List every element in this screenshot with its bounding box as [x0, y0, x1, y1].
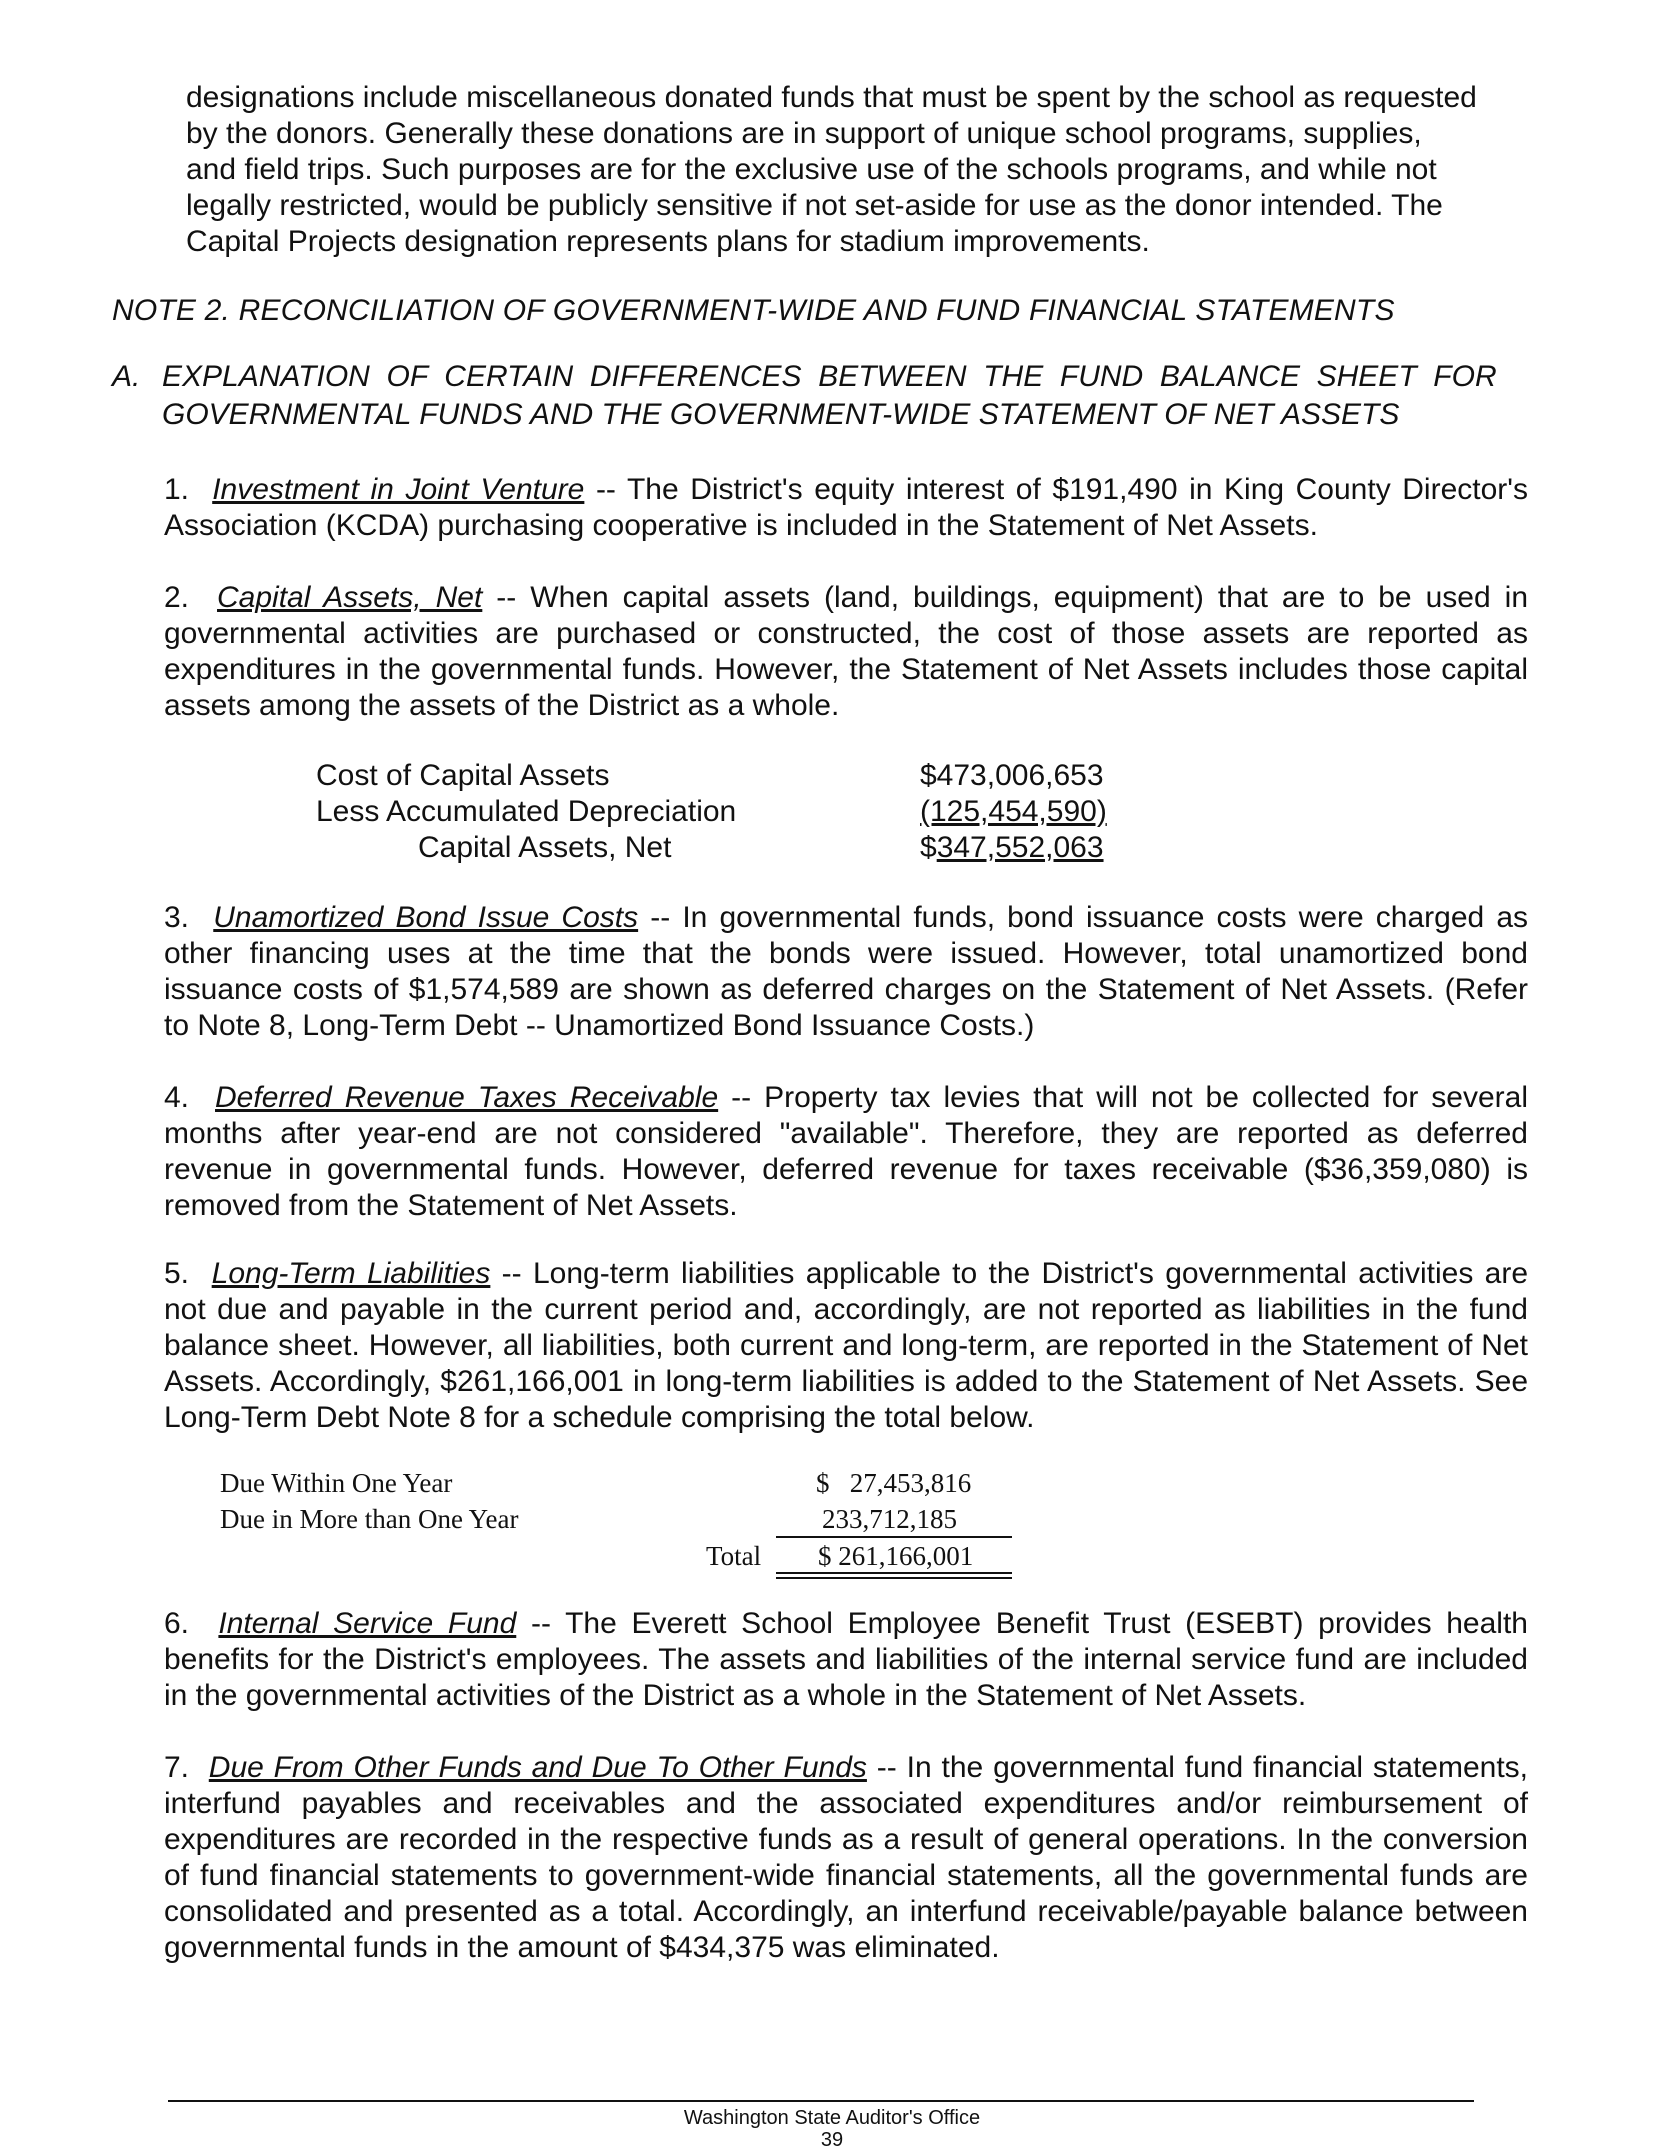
item-number: 1.	[164, 473, 190, 506]
table-row-label: Capital Assets, Net	[418, 831, 672, 864]
section-a-letter: A.	[112, 360, 141, 393]
item-body: -- The Everett School Employee Benefit Trust (ESEBT) provides health benefits for the District's employees. The assets and liabilities of the internal service fund are included in the governmental activities of the District as a whole in the Statement of Net Assets.	[164, 1607, 1528, 1712]
footer-office: Washington State Auditor's Office	[683, 2107, 981, 2129]
item-body: -- The District's equity interest of $191,490 in King County Director's Association (KCDA) purchasing cooperative is included in the Statement of Net Assets.	[164, 473, 1529, 542]
total-rule-top	[776, 1572, 1012, 1574]
item-title: Long-Term Liabilities	[211, 1257, 491, 1290]
table-row-value: 233,712,185	[822, 1504, 957, 1534]
item-number: 5.	[164, 1257, 190, 1290]
item-title: Investment in Joint Venture	[212, 473, 585, 506]
item-5-paragraph	[164, 1256, 1528, 1436]
table-row-value: $473,006,653	[920, 759, 1104, 792]
item-7-paragraph	[164, 1750, 1528, 1966]
table-row-label: Due Within One Year	[220, 1468, 453, 1498]
total-label: Total	[706, 1541, 762, 1571]
item-title: Unamortized Bond Issue Costs	[213, 901, 639, 934]
item-number: 3.	[164, 901, 190, 934]
note-heading: NOTE 2. RECONCILIATION OF GOVERNMENT-WIDE AND FUND FINANCIAL STATEMENTS	[112, 294, 1395, 327]
intro-line: legally restricted, would be publicly sensitive if not set-aside for use as the donor intended. The	[186, 189, 1443, 222]
intro-line: by the donors. Generally these donations are in support of unique school programs, supplies,	[186, 117, 1422, 150]
item-4-paragraph	[164, 1080, 1528, 1224]
item-title: Internal Service Fund	[218, 1607, 517, 1640]
table-row-label: Cost of Capital Assets	[316, 759, 610, 792]
item-2-paragraph	[164, 580, 1528, 724]
table-row-label: Due in More than One Year	[220, 1504, 519, 1534]
item-body: -- In the governmental fund financial statements, interfund payables and receivables and the associated expenditures and/or reimbursement of expenditures are recorded in the respective funds as a result of general operations. In the conversion of fund financial statements to government-wide financial statements, all the governmental funds are consolidated and presented as a total. Accordingly, an interfund receivable/payable balance between governmental funds in the amount of $434,375 was eliminated.	[164, 1751, 1529, 1964]
item-3-paragraph	[164, 900, 1528, 1044]
item-body: -- When capital assets (land, buildings, equipment) that are to be used in governmental activities are purchased or constructed, the cost of those assets are reported as expenditures in the governmental funds. However, the Statement of Net Assets includes those capital assets among the assets of the District as a whole.	[164, 581, 1528, 722]
item-body: -- Long-term liabilities applicable to the District's governmental activities are not due and payable in the current period and, accordingly, are not reported as liabilities in the fund balance sheet. However, all liabilities, both current and long-term, are reported in the Statement of Net Assets. Accordingly, $261,166,001 in long-term liabilities is added to the Statement of Net Assets. See Long-Term Debt Note 8 for a schedule comprising the total below.	[164, 1257, 1529, 1434]
item-number: 4.	[164, 1081, 190, 1114]
item-1-paragraph	[164, 472, 1528, 544]
item-number: 6.	[164, 1607, 190, 1640]
item-number: 2.	[164, 581, 190, 614]
total-rule-bottom	[776, 1577, 1012, 1579]
item-title: Due From Other Funds and Due To Other Funds	[208, 1751, 867, 1784]
item-title: Deferred Revenue Taxes Receivable	[215, 1081, 719, 1114]
page-number: 39	[820, 2129, 844, 2151]
total-value: $ 261,166,001	[818, 1541, 974, 1571]
footer-rule	[168, 2100, 1474, 2102]
item-title: Capital Assets, Net	[217, 581, 483, 614]
item-body: -- Property tax levies that will not be collected for several months after year-end are not considered "available". Therefore, they are reported as deferred revenue in governmental funds. However, deferred revenue for taxes receivable ($36,359,080) is removed from the Statement of Net Assets.	[164, 1081, 1528, 1222]
table-row-value: $ 27,453,816	[816, 1468, 972, 1498]
table-row-value: $347,552,063	[920, 831, 1104, 864]
intro-line: and field trips. Such purposes are for the exclusive use of the schools programs, and while not	[186, 153, 1437, 186]
section-a-line: EXPLANATION OF CERTAIN DIFFERENCES BETWEEN THE FUND BALANCE SHEET FOR	[162, 360, 1497, 393]
section-a-line: GOVERNMENTAL FUNDS AND THE GOVERNMENT-WIDE STATEMENT OF NET ASSETS	[162, 398, 1400, 431]
item-number: 7.	[164, 1751, 190, 1784]
item-body: -- In governmental funds, bond issuance costs were charged as other financing uses at the time that the bonds were issued. However, total unamortized bond issuance costs of $1,574,589 are shown as deferred charges on the Statement of Net Assets. (Refer to Note 8, Long-Term Debt -- Unamortized Bond Issuance Costs.)	[164, 901, 1529, 1042]
item-6-paragraph	[164, 1606, 1528, 1714]
intro-line: Capital Projects designation represents plans for stadium improvements.	[186, 225, 1150, 258]
table-row-label: Less Accumulated Depreciation	[316, 795, 737, 828]
table-row-value: (125,454,590)	[920, 795, 1107, 828]
intro-line: designations include miscellaneous donated funds that must be spent by the school as requested	[186, 81, 1477, 114]
